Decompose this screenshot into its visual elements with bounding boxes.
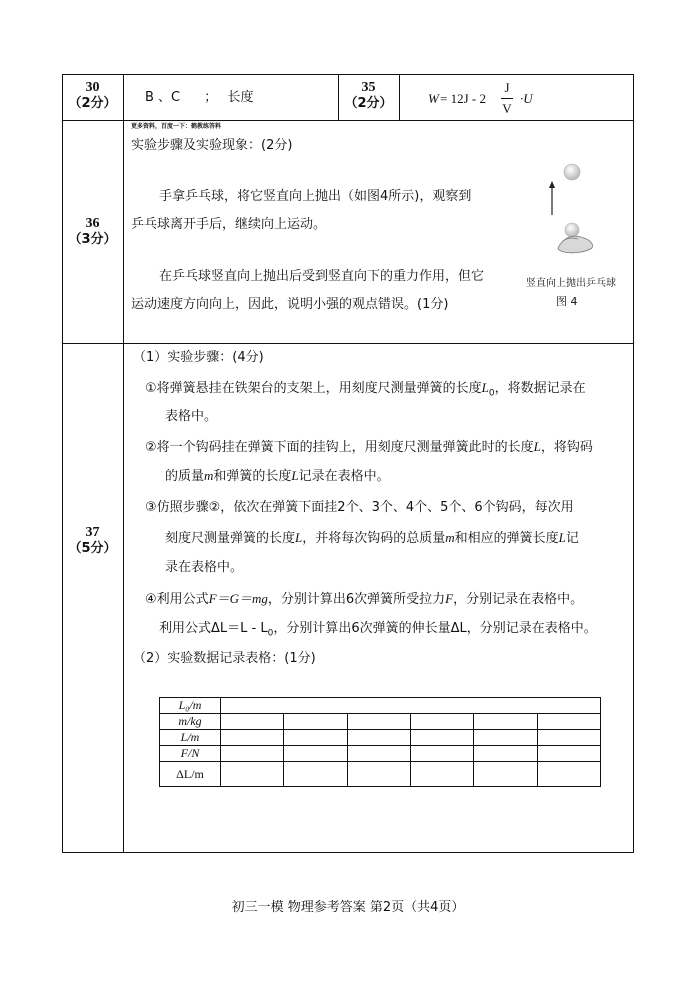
step2-text-c: 的质量 [165, 469, 205, 484]
step2-var: L [533, 439, 541, 454]
step2-l: L [291, 468, 299, 483]
q30-score: （2分） [68, 96, 117, 111]
table-cell [537, 730, 600, 746]
step5-text-b: ，分别计算出6次弹簧的伸长量ΔL，分别记录在表格中。 [273, 621, 597, 636]
table-cell [221, 746, 284, 762]
row-header-l [160, 730, 221, 746]
table-cell [284, 746, 347, 762]
table-cell [221, 762, 284, 787]
table-row [160, 698, 601, 714]
table-cell [347, 714, 410, 730]
q37-step3-line2 [165, 530, 579, 547]
row-header-l-label: L/m [180, 730, 200, 744]
table-cell [410, 730, 473, 746]
column-divider [123, 74, 124, 853]
table-cell [537, 762, 600, 787]
step4-text-b: ，分别计算出6次弹簧所受拉力 [267, 592, 446, 607]
q35-formula-u: ·U [520, 91, 533, 106]
q35-score: （2分） [344, 96, 393, 111]
q30-answer [145, 90, 253, 106]
step5-text: 利用公式ΔL＝L - L [159, 621, 268, 636]
table-cell [474, 746, 537, 762]
q35-frac-num: J [504, 80, 510, 95]
table-cell [474, 762, 537, 787]
page-footer: 初三一模 物理参考答案 第2页（共4页） [231, 900, 465, 915]
q30-answer-unit: 长度 [227, 90, 254, 105]
step4-text-c: ，分别记录在表格中。 [453, 592, 584, 607]
q36-para1-line1: 手拿乒乓球，将它竖直向上抛出（如图4所示)，观察到 [159, 189, 472, 204]
q37-section2-heading: （2）实验数据记录表格：(1分) [133, 651, 316, 666]
q37-step5-line [159, 621, 597, 642]
row-header-f [160, 746, 221, 762]
table-cell [221, 714, 284, 730]
q37-step2-line2 [165, 468, 390, 485]
table-left-border [62, 74, 63, 853]
table-cell [221, 730, 284, 746]
q30-answer-choice: B 、C [145, 90, 181, 105]
q35-formula-w: W [428, 91, 439, 106]
row-header-m-label: m/kg [178, 714, 202, 728]
step3-l2: L [558, 530, 566, 545]
q37-score: （5分） [68, 541, 117, 556]
step3-text-d: 和相应的弹簧长度 [454, 531, 559, 546]
step4-f: F [445, 591, 454, 606]
figure-4-caption: 竖直向上抛出乒乓球 [526, 278, 616, 289]
row-header-m [160, 714, 221, 730]
q35-frac-den: V [502, 101, 512, 116]
q37-section1-heading: （1）实验步骤：(4分) [133, 350, 264, 365]
q36-para1-line2: 乒乓球离开手后，继续向上运动。 [131, 217, 327, 232]
table-cell [410, 746, 473, 762]
step4-formula: F＝G＝mg [208, 591, 268, 606]
q30-number-cell [62, 80, 123, 112]
step1-text: ①将弹簧悬挂在铁架台的支架上，用刻度尺测量弹簧的长度 [145, 381, 482, 396]
q37-step3-line3: 录在表格中。 [165, 560, 244, 575]
figure-4-label: 图 4 [556, 295, 578, 308]
table-top-border [62, 74, 634, 75]
q37-number-cell [62, 525, 123, 557]
step1-text-b: ，将数据记录在 [494, 381, 586, 396]
q35-frac-line [501, 98, 513, 99]
step3-text-e: 记 [565, 531, 579, 546]
q36-tiny-note: 更多资料，百度一下：鹤教练答料 [131, 123, 222, 130]
q36-para2-line1: 在乒乓球竖直向上抛出后受到竖直向下的重力作用，但它 [159, 269, 485, 284]
q36-number: 36 [85, 216, 100, 231]
table-cell [410, 714, 473, 730]
row-header-f-label: F/N [180, 746, 200, 760]
step2-text-d: 和弹簧的长度 [213, 469, 292, 484]
table-cell [474, 730, 537, 746]
q30-separator: ； [204, 90, 218, 105]
table-cell [284, 714, 347, 730]
q35-number: 35 [361, 80, 376, 95]
q37-step3-line1: ③仿照步骤②，依次在弹簧下面挂2个、3个、4个、5个、6个钩码，每次用 [145, 500, 574, 515]
table-cell [284, 762, 347, 787]
row-header-l0-label: L₀/m [178, 698, 202, 712]
table-cell [474, 714, 537, 730]
q36-heading: 实验步骤及实验现象：(2分) [131, 138, 293, 153]
row-header-l0 [160, 698, 221, 714]
q36-score: （3分） [68, 232, 117, 247]
step1-sub: 0 [488, 388, 495, 399]
row-divider-1 [62, 120, 634, 121]
table-cell [347, 762, 410, 787]
table-cell [537, 714, 600, 730]
data-record-table [159, 697, 601, 787]
figure-4-image [540, 160, 600, 260]
step1-var: L [481, 380, 489, 395]
step5-sub: 0 [267, 628, 274, 639]
table-cell [347, 746, 410, 762]
table-right-border [633, 74, 634, 853]
q37-step4-line [145, 591, 583, 608]
q37-number: 37 [85, 525, 100, 540]
step2-text-e: 记录在表格中。 [298, 469, 390, 484]
step3-l: L [295, 530, 303, 545]
q37-step1-line2: 表格中。 [165, 409, 218, 424]
q30-number: 30 [85, 80, 100, 95]
table-cell [410, 762, 473, 787]
table-row [160, 714, 601, 730]
row-header-dl-label: ΔL/m [176, 766, 204, 781]
table-row [160, 746, 601, 762]
q35-formula [428, 78, 568, 118]
row-header-dl [160, 762, 221, 787]
step4-text: ④利用公式 [145, 592, 209, 607]
q36-para2-line2: 运动速度方向向上，因此，说明小强的观点错误。(1分) [131, 297, 449, 312]
table-row [160, 762, 601, 787]
step2-text-b: ，将钩码 [540, 440, 593, 455]
table-cell [284, 730, 347, 746]
q35-formula-eq: = 12J - 2 [440, 91, 486, 106]
step3-m: m [445, 530, 455, 545]
q37-step2-line1 [145, 439, 593, 456]
q37-step1-line1 [145, 380, 586, 402]
table-cell [347, 730, 410, 746]
step3-text-c: ，并将每次钩码的总质量 [302, 531, 446, 546]
step3-text-b: 刻度尺测量弹簧的长度 [165, 531, 296, 546]
table-cell [221, 698, 601, 714]
table-bottom-border [62, 852, 634, 853]
step2-text: ②将一个钩码挂在弹簧下面的挂钩上，用刻度尺测量弹簧此时的长度 [145, 440, 534, 455]
step2-m: m [204, 468, 214, 483]
q36-number-cell [62, 216, 123, 248]
q35-number-cell [338, 80, 399, 112]
q35-right-divider [399, 74, 400, 120]
row-divider-2 [62, 343, 634, 344]
table-row [160, 730, 601, 746]
table-cell [537, 746, 600, 762]
